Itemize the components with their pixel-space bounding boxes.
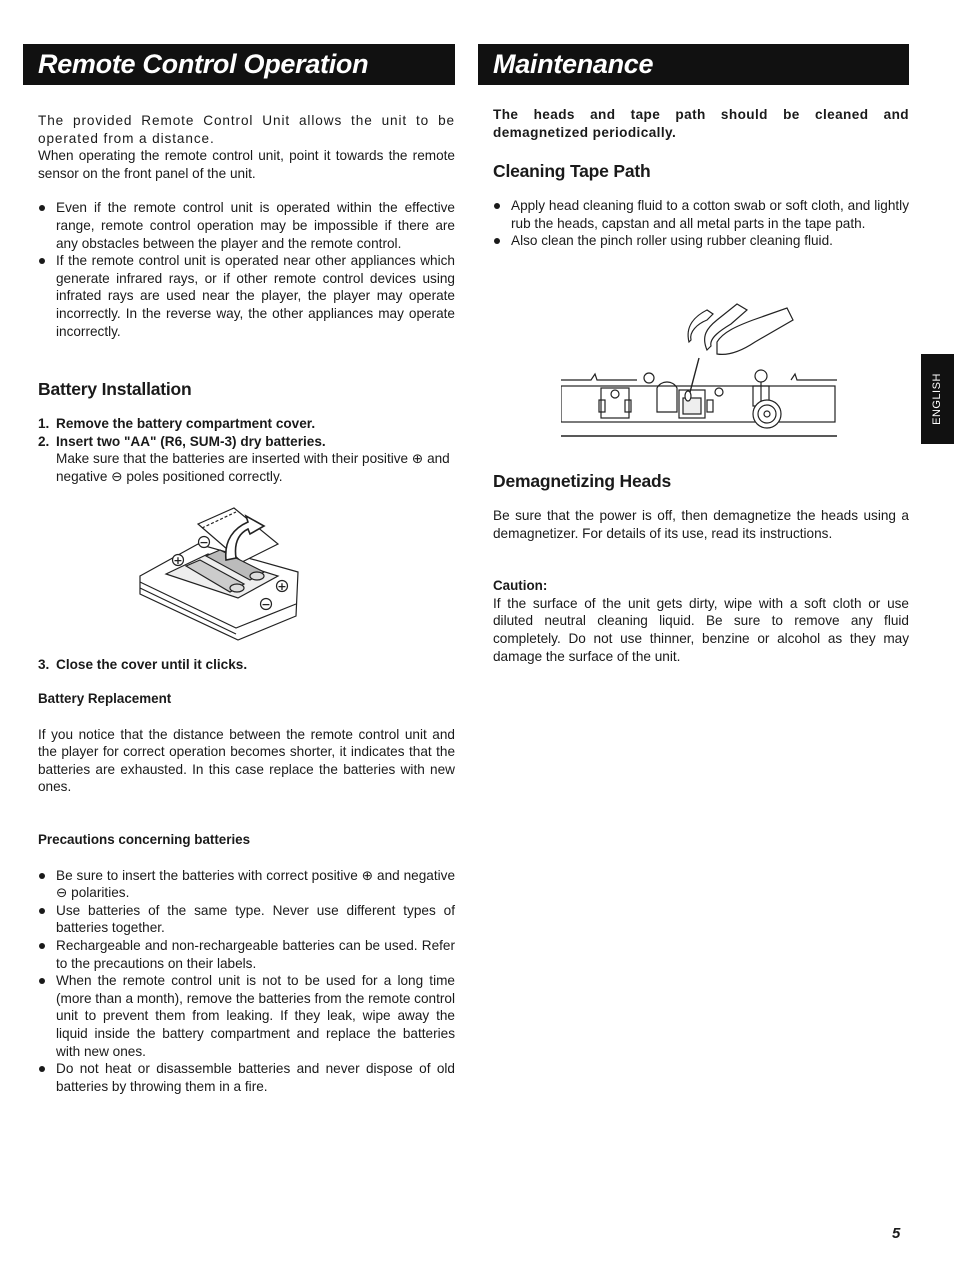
list-item: If the remote control unit is operated near other appliances which generate infrared rays, or if other remote control devices using infrated rays are used near the player, the player may operate incorrectly. In the reverse way, the other appliances may operate incorrectly. (38, 252, 455, 340)
step-item (38, 656, 455, 674)
battery-installation-heading: Battery Installation (38, 379, 192, 400)
page-number: 5 (892, 1225, 901, 1242)
step-number: 1. (38, 416, 50, 432)
tape-path-illustration (561, 302, 909, 442)
minus-symbol: ⊖ (56, 885, 68, 901)
demagnetizing-heads-heading: Demagnetizing Heads (493, 470, 672, 491)
demagnetizing-text: Be sure that the power is off, then demagnetize the heads using a demagnetizer. For details of its use, read its instructions. (493, 507, 909, 541)
maintenance-section (478, 44, 909, 665)
precautions-list (38, 867, 455, 1096)
cleaning-drawing (561, 302, 841, 442)
step-text: Remove the battery compartment cover. (56, 416, 316, 432)
list-item: Be sure to insert the batteries with correct positive ⊕ and negative ⊖ polarities. (38, 867, 455, 902)
list-item: Also clean the pinch roller using rubber cleaning fluid. (493, 232, 909, 250)
maintenance-intro: The heads and tape path should be cleaned and demagnetized periodically. (493, 107, 909, 140)
list-item: Do not heat or disassemble batteries and never dispose of old batteries by throwing them in a fire. (38, 1060, 455, 1095)
intro-paragraph-1: The provided Remote Control Unit allows the unit to be operated from a distance. (38, 113, 455, 146)
battery-illustration (138, 504, 455, 644)
step-item (38, 433, 455, 486)
caution-text: If the surface of the unit gets dirty, wipe with a soft cloth or use diluted neutral cleaning liquid. Be sure to remove any fluid completely. Do not use thinner, benzine or alcohol as they may damage the surface of the unit. (493, 595, 909, 664)
battery-step-3 (38, 656, 455, 674)
list-item: Rechargeable and non-rechargeable batteries can be used. Refer to the precautions on their labels. (38, 937, 455, 972)
polarity-note: Make sure that the batteries are inserted with their positive ⊕ and negative ⊖ poles positioned correctly. (56, 451, 450, 484)
list-item: Even if the remote control unit is operated within the effective range, remote control operation may be impossible if there are any obstacles between the player and the remote control. (38, 199, 455, 252)
intro-paragraph-2: When operating the remote control unit, point it towards the remote sensor on the front panel of the unit. (38, 148, 455, 181)
caution-heading: Caution: (493, 578, 548, 594)
language-tab-label: ENGLISH (930, 373, 943, 425)
list-item: Apply head cleaning fluid to a cotton swab or soft cloth, and lightly rub the heads, capstan and all metal parts in the tape path. (493, 197, 909, 232)
remote-control-section (23, 44, 455, 1095)
step-number: 3. (38, 656, 50, 672)
remote-notes-list (38, 199, 455, 340)
step-text: Close the cover until it clicks. (56, 656, 248, 672)
cleaning-tape-path-heading: Cleaning Tape Path (493, 161, 651, 182)
maintenance-title: Maintenance (478, 44, 909, 85)
list-item: When the remote control unit is not to be used for a long time (more than a month), remove the batteries from the remote control unit to prevent them from leaking. If they leak, wipe away the liquid inside the battery compartment and replace the batteries with new ones. (38, 972, 455, 1060)
plus-symbol: ⊕ (361, 867, 374, 883)
remote-control-body (23, 85, 455, 1095)
language-tab (921, 354, 954, 444)
plus-label: + (277, 579, 287, 593)
battery-replacement-heading: Battery Replacement (38, 691, 172, 707)
minus-symbol: ⊖ (111, 468, 123, 484)
precautions-heading: Precautions concerning batteries (38, 832, 251, 848)
plus-label: + (173, 553, 183, 567)
remote-control-title: Remote Control Operation (23, 44, 455, 85)
step-item (38, 415, 455, 433)
maintenance-body (478, 85, 909, 665)
plus-symbol: ⊕ (411, 451, 424, 467)
battery-steps-list (38, 415, 455, 485)
battery-replacement-text: If you notice that the distance between the remote control unit and the player for correct operation becomes shorter, it indicates that the batteries are exhausted. In this case replace the batteries with new ones. (38, 726, 455, 795)
list-item: Use batteries of the same type. Never use different types of batteries together. (38, 902, 455, 937)
step-number: 2. (38, 433, 50, 449)
step-text: Insert two "AA" (R6, SUM-3) dry batteries. (56, 433, 326, 449)
minus-label: − (199, 535, 209, 549)
minus-label: − (261, 597, 271, 611)
battery-compartment-drawing (138, 504, 308, 644)
cleaning-list (493, 197, 909, 250)
